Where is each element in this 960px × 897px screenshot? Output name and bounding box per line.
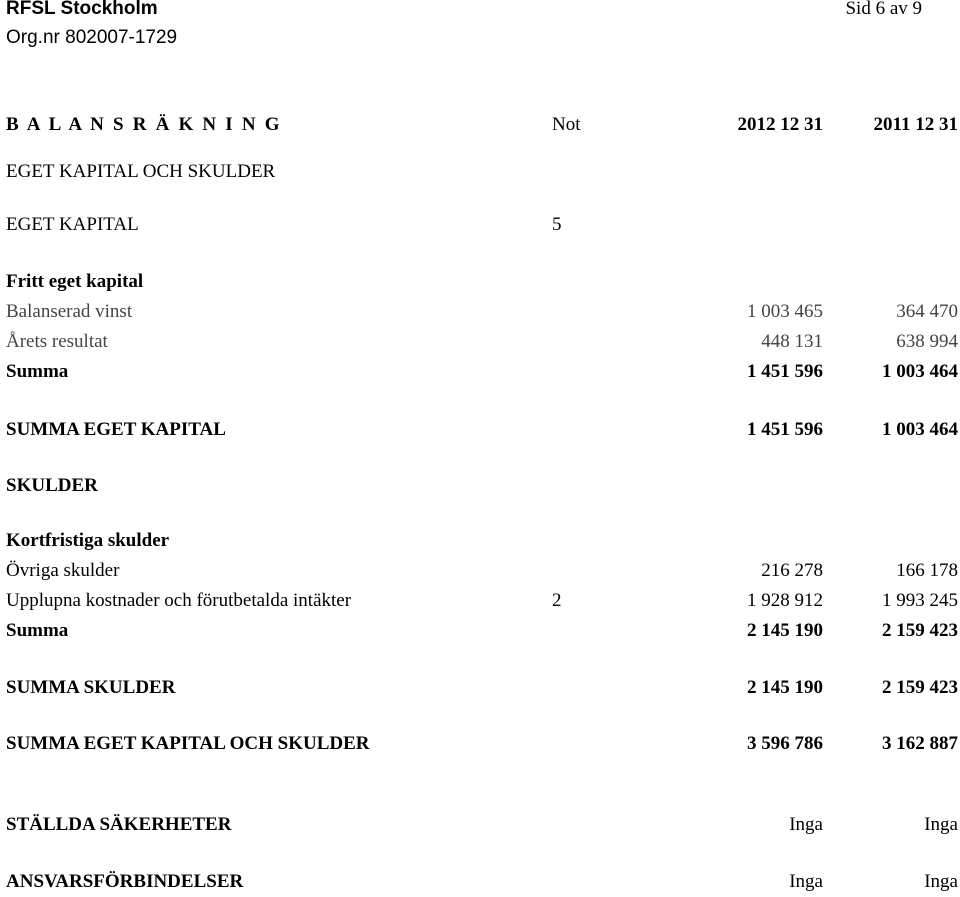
table-row [6, 301, 958, 327]
equity-heading: EGET KAPITAL [6, 214, 139, 235]
row-label: Övriga skulder [6, 560, 120, 581]
row-value-2012: 216 278 [761, 560, 823, 581]
contingent-liabilities-label: ANSVARSFÖRBINDELSER [6, 871, 244, 892]
sum-value-2012: 1 451 596 [747, 361, 823, 382]
pledged-assets-value-2012: Inga [789, 814, 823, 835]
equity-total-row [6, 419, 958, 445]
sum-label: Summa [6, 361, 69, 382]
organization-name: RFSL Stockholm [6, 0, 158, 19]
year-2012-header: 2012 12 31 [737, 114, 823, 135]
row-note: 2 [552, 590, 562, 611]
grand-total-label: SUMMA EGET KAPITAL OCH SKULDER [6, 733, 370, 754]
note-column-header: Not [552, 114, 581, 135]
pledged-assets-label: STÄLLDA SÄKERHETER [6, 814, 232, 835]
organization-number: Org.nr 802007-1729 [6, 27, 178, 48]
row-value-2011: 638 994 [896, 331, 958, 352]
pledged-assets-value-2011: Inga [924, 814, 958, 835]
total-value-2012: 2 145 190 [747, 677, 823, 698]
pledged-assets-row [6, 814, 958, 840]
equity-heading-row [6, 214, 958, 240]
total-value-2011: 2 159 423 [882, 677, 958, 698]
total-value-2012: 1 451 596 [747, 419, 823, 440]
table-row [6, 590, 958, 616]
total-label: SUMMA EGET KAPITAL [6, 419, 226, 440]
row-value-2012: 1 928 912 [747, 590, 823, 611]
page-number: Sid 6 av 9 [845, 0, 922, 19]
sum-label: Summa [6, 620, 69, 641]
row-value-2011: 1 993 245 [882, 590, 958, 611]
sum-value-2011: 1 003 464 [882, 361, 958, 382]
free-equity-subheading: Fritt eget kapital [6, 271, 144, 292]
equity-note: 5 [552, 214, 562, 235]
row-label: Årets resultat [6, 331, 108, 352]
row-value-2012: 1 003 465 [747, 301, 823, 322]
contingent-liabilities-value-2011: Inga [924, 871, 958, 892]
sum-value-2011: 2 159 423 [882, 620, 958, 641]
row-value-2012: 448 131 [761, 331, 823, 352]
row-label: Upplupna kostnader och förutbetalda intäkter [6, 590, 352, 611]
row-value-2011: 364 470 [896, 301, 958, 322]
grand-total-value-2012: 3 596 786 [747, 733, 823, 754]
equity-sum-row [6, 361, 958, 387]
balance-title: B A L A N S R Ä K N I N G [6, 114, 282, 135]
subheading-row [6, 530, 958, 556]
year-2011-header: 2011 12 31 [873, 114, 958, 135]
sum-value-2012: 2 145 190 [747, 620, 823, 641]
liabilities-sum-row [6, 620, 958, 646]
liabilities-heading-row [6, 475, 958, 501]
row-value-2011: 166 178 [896, 560, 958, 581]
total-value-2011: 1 003 464 [882, 419, 958, 440]
balance-title-row [6, 114, 958, 140]
total-label: SUMMA SKULDER [6, 677, 176, 698]
short-term-liabilities-subheading: Kortfristiga skulder [6, 530, 170, 551]
grand-total-row [6, 733, 958, 759]
liabilities-total-row [6, 677, 958, 703]
liabilities-heading: SKULDER [6, 475, 98, 496]
table-row [6, 560, 958, 586]
subheading-row [6, 271, 958, 297]
contingent-liabilities-value-2012: Inga [789, 871, 823, 892]
section-heading [6, 161, 958, 187]
table-row [6, 331, 958, 357]
section-equity-liabilities: EGET KAPITAL OCH SKULDER [6, 161, 276, 182]
row-label: Balanserad vinst [6, 301, 133, 322]
grand-total-value-2011: 3 162 887 [882, 733, 958, 754]
contingent-liabilities-row [6, 871, 958, 897]
